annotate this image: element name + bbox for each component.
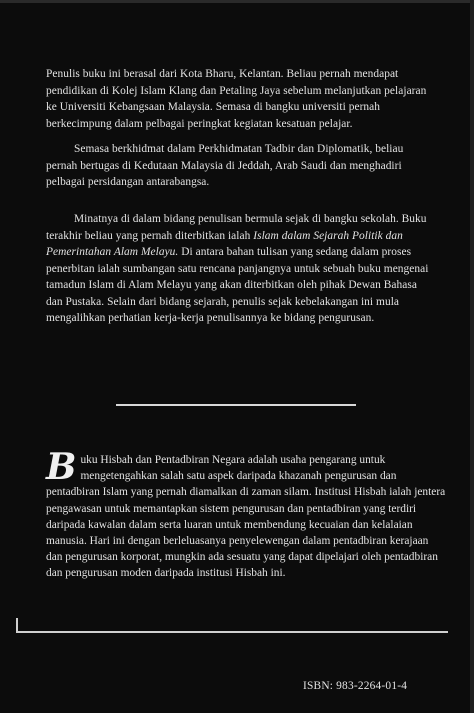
author-bio-text-3b: Di antara bahan tulisan yang sedang dalam proses penerbitan ialah sumbangan satu rencana panjangnya untuk sebuah buku mengenai tamadun Islam di Alam Melayu yang akan diterbitkan oleh pihak Dewan Bahasa dan Pustaka. Selain dari bidang sejarah, penulis sejak kebelakangan ini mula mengalihkan perhatian kerja-kerja penulisannya ke bidang pengurusan.: [46, 246, 429, 324]
author-bio-paragraph-2: [46, 141, 436, 191]
isbn-number: ISBN: 983-2264-01-4: [303, 680, 408, 692]
author-bio-paragraph-3: [46, 211, 436, 327]
right-edge: [470, 0, 474, 713]
previous-book-title: Islam dalam Sejarah Politik dan Pemerintahan Alam Melayu.: [46, 229, 403, 258]
author-bio-text-2: Semasa berkhidmat dalam Perkhidmatan Tadbir dan Diplomatik, beliau pernah bertugas di Kedutaan Malaysia di Jeddah, Arab Saudi dan menghadiri pelbagai persidangan antarabangsa.: [46, 143, 404, 188]
bottom-rule: [16, 631, 448, 633]
drop-cap: B: [46, 446, 77, 488]
section-divider: [116, 404, 356, 406]
author-bio-text-3a: Minatnya di dalam bidang penulisan bermula sejak di bangku sekolah. Buku terakhir beliau yang pernah diterbitkan ialah: [46, 213, 427, 242]
book-blurb: [46, 446, 446, 582]
author-bio-text-1: Penulis buku ini berasal dari Kota Bharu, Kelantan. Beliau pernah mendapat pendidikan di Kolej Islam Klang dan Petaling Jaya sebelum melanjutkan pelajaran ke Universiti Kebangsaan Malaysia. Semasa di bangku universiti pernah berkecimpung dalam pelbagai peringkat kegiatan kesatuan pelajar.: [46, 68, 427, 130]
author-bio-paragraph-1: [46, 66, 436, 132]
blurb-text: uku Hisbah dan Pentadbiran Negara adalah usaha pengarang untuk mengetengahkan salah satu aspek daripada khazanah pengurusan dan pentadbiran Islam yang pernah diamalkan di zaman silam. Institusi Hisbah ialah jentera pengawasan untuk memantapkan sistem pengurusan dan pentadbiran yang terdiri daripada kawalan dalam serta luaran untuk membendung kecuaian dan kelalaian manusia. Hari ini dengan berleluasanya penyelewengan dalam pentadbiran kerajaan dan pengurusan korporat, mungkin ada sesuatu yang dapat dipelajari oleh pentadbiran dan pengurusan moden daripada institusi Hisbah ini.: [46, 454, 446, 580]
top-edge: [0, 0, 474, 3]
